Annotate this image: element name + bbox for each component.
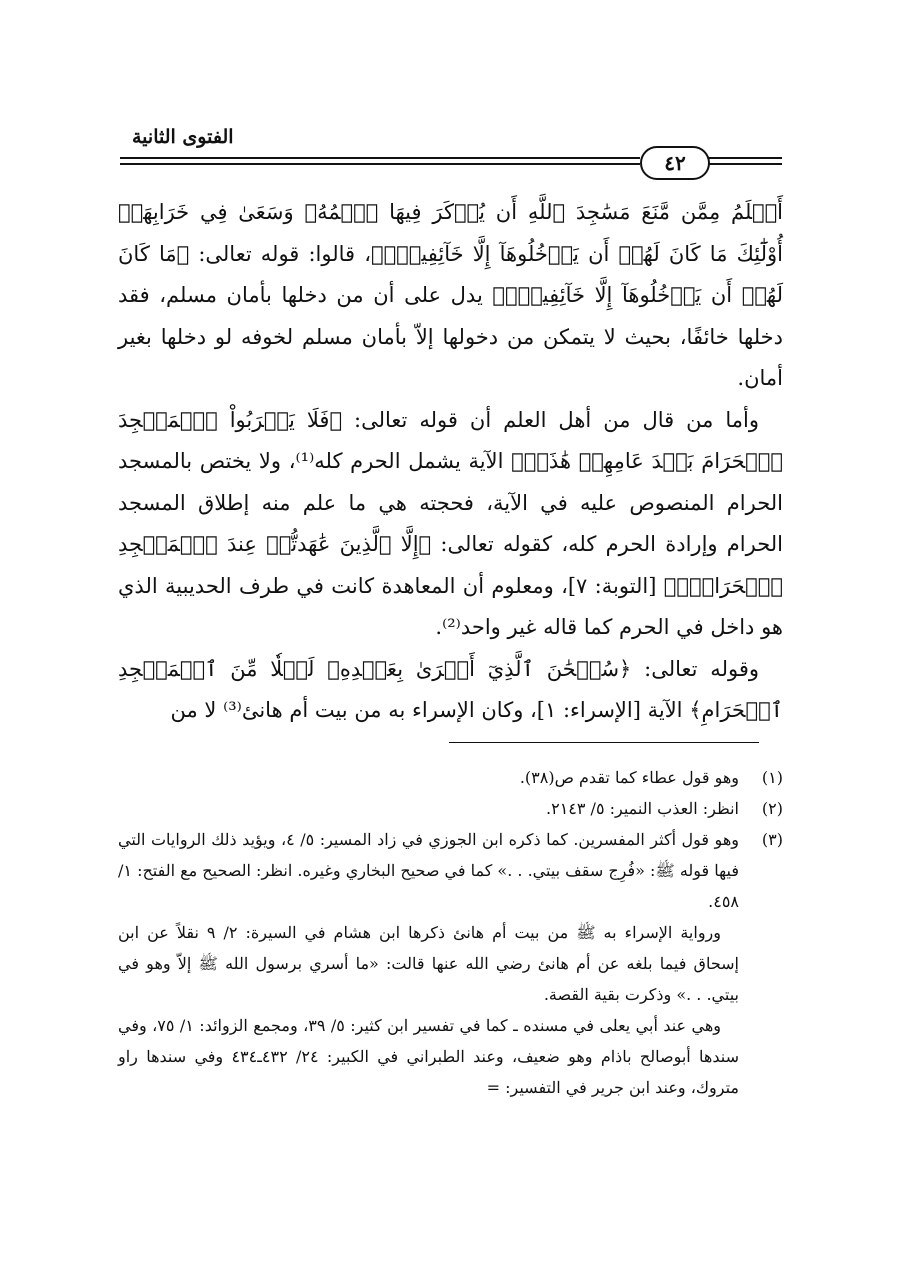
- footnote-separator: [449, 742, 759, 743]
- footnote-text: ورواية الإسراء به ﷺ من بيت أم هانئ ذكرها ابن هشام في السيرة: ٢/ ٩ نقلاً عن ابن إسحاق فيما بلغه عن أم هانئ رضي الله عنها قالت: «ما أسري برسول الله ﷺ إلاّ وهو في بيتي. . .» وذكرت بقية القصة.: [118, 923, 739, 1004]
- body-paragraph: وقوله تعالى: ﴿سُبۡحَٰنَ ٱلَّذِيٓ أَسۡرَىٰ بِعَبۡدِهِۦ لَيۡلٗا مِّنَ ٱلۡمَسۡجِدِ ٱلۡحَرَامِ﴾ الآية [الإسراء: ١]، وكان الإسراء به من بيت أم هانئ⁽³⁾ لا من: [118, 656, 783, 722]
- footnote: [118, 762, 783, 793]
- header-title: الفتوى الثانية: [132, 126, 234, 148]
- header-rule: [706, 157, 782, 159]
- footnote-number: (٣): [761, 830, 783, 849]
- body-paragraph: وأما من قال من أهل العلم أن قوله تعالى: ﴿فَلَا يَقۡرَبُواْ ٱلۡمَسۡجِدَ ٱلۡحَرَامَ بَعۡدَ عَامِهِمۡ هَٰذَاۚ﴾ الآية يشمل الحرم كله⁽¹⁾، ولا يختص بالمسجد الحرام المنصوص عليه في الآية، فحجته هي ما علم منه إطلاق المسجد الحرام وإرادة الحرم كله، كقوله تعالى: ﴿إِلَّا ٱلَّذِينَ عَٰهَدتُّمۡ عِندَ ٱلۡمَسۡجِدِ ٱلۡحَرَامِۖ﴾ [التوبة: ٧]، ومعلوم أن المعاهدة كانت في طرف الحديبية الذي هو داخل في الحرم كما قاله غير واحد⁽²⁾.: [118, 407, 783, 639]
- footnote-number: (١): [761, 768, 783, 787]
- footnote: [118, 793, 783, 824]
- footnote-text: وهو قول عطاء كما تقدم ص(٣٨).: [519, 768, 739, 787]
- footnote-text: وهي عند أبي يعلى في مسنده ـ كما في تفسير ابن كثير: ٥/ ٣٩، ومجمع الزوائد: ١/ ٧٥، وفي سندها أبوصالح باذام وهو ضعيف، وعند الطبراني في الكبير: ٢٤/ ٤٣٢ـ٤٣٤ وفي سندها راو متروك، وعند ابن جرير في التفسير: =: [118, 1016, 740, 1097]
- footnote-text: انظر: العذب النمير: ٥/ ٢١٤٣.: [546, 799, 739, 818]
- header-rule: [706, 163, 782, 165]
- footnote-text: وهو قول أكثر المفسرين. كما ذكره ابن الجوزي في زاد المسير: ٥/ ٤، ويؤيد ذلك الروايات التي فيها قوله ﷺ: «فُرِج سقف بيتي. . .» كما في صحيح البخاري وغيره. انظر: الصحيح مع الفتح: ١/ ٤٥٨.: [118, 830, 739, 911]
- footnote: [118, 824, 783, 1103]
- footnote-number: (٢): [761, 799, 783, 818]
- page-number: ٤٢: [640, 146, 710, 180]
- header-rule: [120, 157, 640, 159]
- header-rule: [120, 163, 640, 165]
- footnotes: [118, 762, 783, 1103]
- main-text: [118, 192, 783, 732]
- body-paragraph: أَظۡلَمُ مِمَّن مَّنَعَ مَسَٰجِدَ ٱللَّهِ أَن يُذۡكَرَ فِيهَا ٱسۡمُهُۥ وَسَعَىٰ فِي خَرَابِهَآۚ أُوْلَٰٓئِكَ مَا كَانَ لَهُمۡ أَن يَدۡخُلُوهَآ إِلَّا خَآئِفِينَۚ﴾، قالوا: قوله تعالى: ﴿مَا كَانَ لَهُمۡ أَن يَدۡخُلُوهَآ إِلَّا خَآئِفِينَۚ﴾ يدل على أن من دخلها بأمان مسلم، فقد دخلها خائفًا، بحيث لا يتمكن من دخولها إلاّ بأمان مسلم لخوفه لو دخلها بغير أمان.: [118, 200, 783, 390]
